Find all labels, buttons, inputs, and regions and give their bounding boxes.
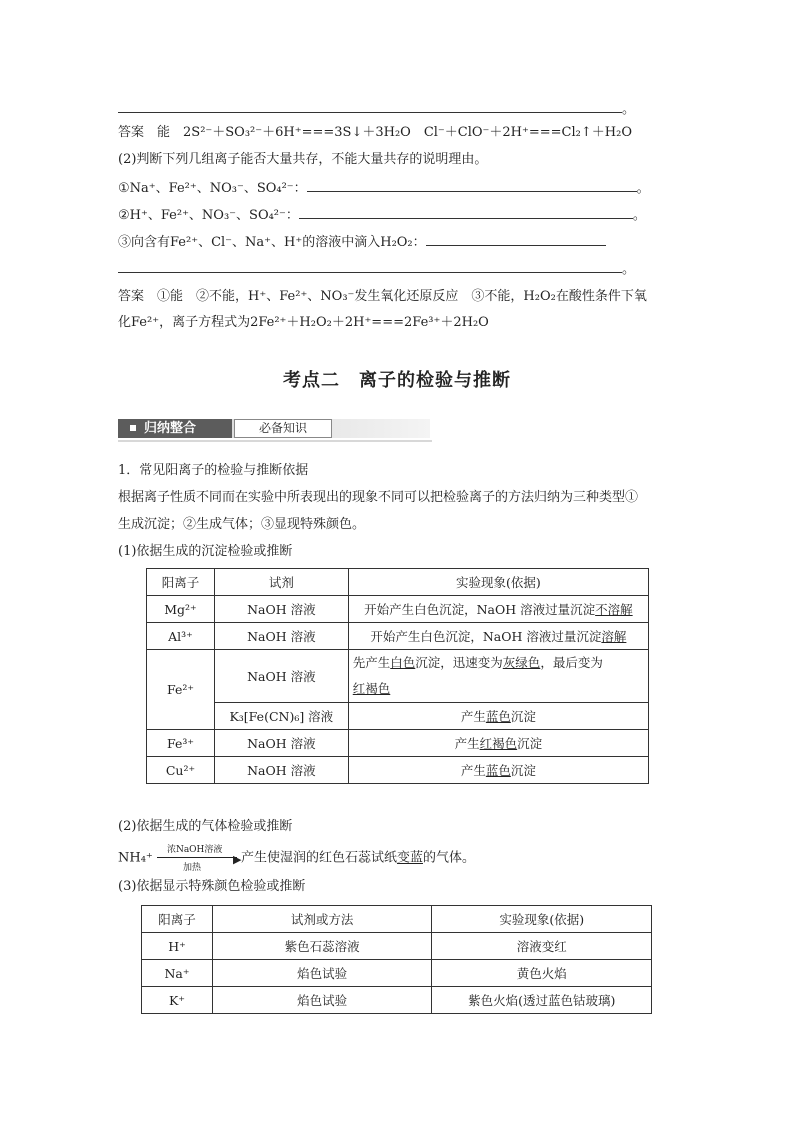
period: 。 xyxy=(632,208,646,223)
period: 。 xyxy=(636,181,650,196)
gas-result-text: 产生使湿润的红色石蕊试纸 xyxy=(240,850,397,866)
blank-underline xyxy=(299,204,633,219)
answer-text: 能 2S²⁻＋SO₃²⁻＋6H⁺===3S↓＋3H₂O Cl⁻＋ClO⁻＋2H⁺===Cl₂↑＋H₂O xyxy=(157,125,632,140)
table-row xyxy=(142,960,652,987)
question-item-2 xyxy=(118,204,646,226)
header-cell: 实验现象(依据) xyxy=(432,906,652,933)
result-cell xyxy=(348,703,648,730)
result-text: 产生 xyxy=(454,736,480,751)
result-cell xyxy=(348,730,648,757)
answer2-line2: 化Fe²⁺，离子方程式为2Fe²⁺＋H₂O₂＋2H⁺===2Fe³⁺＋2H₂O xyxy=(118,315,489,330)
header-cell: 阳离子 xyxy=(147,569,215,596)
result-text: 沉淀 xyxy=(510,709,536,724)
result-text: 先产生 xyxy=(352,655,391,670)
result-text: 沉淀 xyxy=(510,763,536,778)
result-cell: 溶液变红 xyxy=(432,933,652,960)
result-underlined: 红褐色 xyxy=(479,736,518,751)
result-cell: 黄色火焰 xyxy=(432,960,652,987)
gas-test-line xyxy=(118,845,475,873)
subheading-2: (2)依据生成的气体检验或推断 xyxy=(118,819,293,834)
table-row xyxy=(147,730,649,757)
item-text: ①Na⁺、Fe²⁺、NO₃⁻、SO₄²⁻： xyxy=(118,181,307,196)
result-cell xyxy=(348,650,648,703)
result-cell: 紫色火焰(透过蓝色钴玻璃) xyxy=(432,987,652,1014)
question-item-3-continued xyxy=(118,258,635,280)
method-cell: 焰色试验 xyxy=(212,987,432,1014)
heading-1: 1．常见阳离子的检验与推断依据 xyxy=(118,463,309,478)
question-item-3 xyxy=(118,231,606,253)
result-cell xyxy=(348,757,648,784)
banner-dark-tab xyxy=(118,419,232,438)
ion-cell: Na⁺ xyxy=(142,960,213,987)
answer-label: 答案 xyxy=(118,289,145,304)
reagent-cell: K₃[Fe(CN)₆] 溶液 xyxy=(214,703,348,730)
result-cell xyxy=(348,596,648,623)
banner-strip xyxy=(118,440,432,442)
header-cell: 阳离子 xyxy=(142,906,213,933)
method-cell: 焰色试验 xyxy=(212,960,432,987)
result-cell xyxy=(348,623,648,650)
item-text: ③向含有Fe²⁺、Cl⁻、Na⁺、H⁺的溶液中滴入H₂O₂： xyxy=(118,235,426,250)
result-underlined: 不溶解 xyxy=(595,602,633,617)
result-underlined: 灰绿色 xyxy=(502,655,541,670)
precipitate-table xyxy=(146,568,649,784)
subheading-1: (1)依据生成的沉淀检验或推断 xyxy=(118,544,293,559)
subheading-3: (3)依据显示特殊颜色检验或推断 xyxy=(118,879,306,894)
result-text: 开始产生白色沉淀，NaOH 溶液过量沉淀 xyxy=(364,602,596,617)
intro-line1: 根据离子性质不同而在实验中所表现出的现象不同可以把检验离子的方法归纳为三种类型① xyxy=(118,490,639,505)
blank-underline xyxy=(426,231,606,246)
section-banner xyxy=(118,419,432,442)
table-row xyxy=(147,650,649,703)
result-text: 沉淀，迅速变为 xyxy=(415,655,503,670)
answer-text: ①能 ②不能，H⁺、Fe²⁺、NO₃⁻发生氧化还原反应 ③不能，H₂O₂在酸性条件下氧 xyxy=(157,289,647,304)
ion-cell: Fe³⁺ xyxy=(147,730,215,757)
reagent-cell: NaOH 溶液 xyxy=(214,596,348,623)
result-underlined: 蓝色 xyxy=(485,763,511,778)
result-text: 沉淀 xyxy=(517,736,543,751)
period: 。 xyxy=(622,102,636,117)
header-cell: 试剂 xyxy=(214,569,348,596)
ion-text: NH₄⁺ xyxy=(118,850,153,866)
color-table xyxy=(141,905,652,1014)
question-prompt: (2)判断下列几组离子能否大量共存，不能大量共存的说明理由。 xyxy=(118,152,488,167)
blank-underline xyxy=(118,98,622,113)
result-underlined: 红褐色 xyxy=(352,681,391,696)
arrow-bottom-label: 加热 xyxy=(182,863,201,873)
intro-line2: 生成沉淀；②生成气体；③显现特殊颜色。 xyxy=(118,517,366,532)
section-title: 考点二 离子的检验与推断 xyxy=(283,370,511,391)
reagent-cell: NaOH 溶液 xyxy=(214,730,348,757)
ion-cell: Al³⁺ xyxy=(147,623,215,650)
table-header-row xyxy=(147,569,649,596)
header-cell: 实验现象(依据) xyxy=(348,569,648,596)
ion-cell: Fe²⁺ xyxy=(147,650,215,730)
table-row xyxy=(147,596,649,623)
table-row xyxy=(147,623,649,650)
arrow-top-label: 浓NaOH溶液 xyxy=(166,845,223,855)
method-cell: 紫色石蕊溶液 xyxy=(212,933,432,960)
blank-underline xyxy=(307,177,637,192)
result-text: 产生 xyxy=(460,709,486,724)
answer1 xyxy=(118,123,632,143)
gas-result-underlined: 变蓝 xyxy=(396,850,423,866)
result-underlined: 白色 xyxy=(390,655,416,670)
table-row xyxy=(147,703,649,730)
reagent-cell: NaOH 溶液 xyxy=(214,650,348,703)
result-text: 开始产生白色沉淀，NaOH 溶液过量沉淀 xyxy=(370,629,602,644)
ion-cell: H⁺ xyxy=(142,933,213,960)
banner-light-label: 必备知识 xyxy=(234,419,332,438)
table-row xyxy=(147,757,649,784)
answer-label: 答案 xyxy=(118,125,145,140)
question-item-1 xyxy=(118,177,650,199)
ion-cell: Mg²⁺ xyxy=(147,596,215,623)
reaction-arrow xyxy=(157,845,242,873)
answer-blank-line xyxy=(118,98,635,120)
ion-cell: Cu²⁺ xyxy=(147,757,215,784)
header-cell: 试剂或方法 xyxy=(212,906,432,933)
table-row xyxy=(142,933,652,960)
table-header-row xyxy=(142,906,652,933)
reagent-cell: NaOH 溶液 xyxy=(214,757,348,784)
table-row xyxy=(142,987,652,1014)
gas-result-text: 的气体。 xyxy=(422,850,475,866)
item-text: ②H⁺、Fe²⁺、NO₃⁻、SO₄²⁻： xyxy=(118,208,299,223)
result-underlined: 溶解 xyxy=(601,629,627,644)
square-icon xyxy=(130,425,136,431)
result-underlined: 蓝色 xyxy=(485,709,511,724)
result-text: 产生 xyxy=(460,763,486,778)
ion-cell: K⁺ xyxy=(142,987,213,1014)
banner-dark-label: 归纳整合 xyxy=(144,421,197,436)
result-text: ，最后变为 xyxy=(540,655,603,670)
period: 。 xyxy=(622,262,636,277)
reagent-cell: NaOH 溶液 xyxy=(214,623,348,650)
arrow-head-icon: ▶ xyxy=(232,853,242,866)
blank-underline xyxy=(118,258,622,273)
answer2-line1 xyxy=(118,287,647,307)
